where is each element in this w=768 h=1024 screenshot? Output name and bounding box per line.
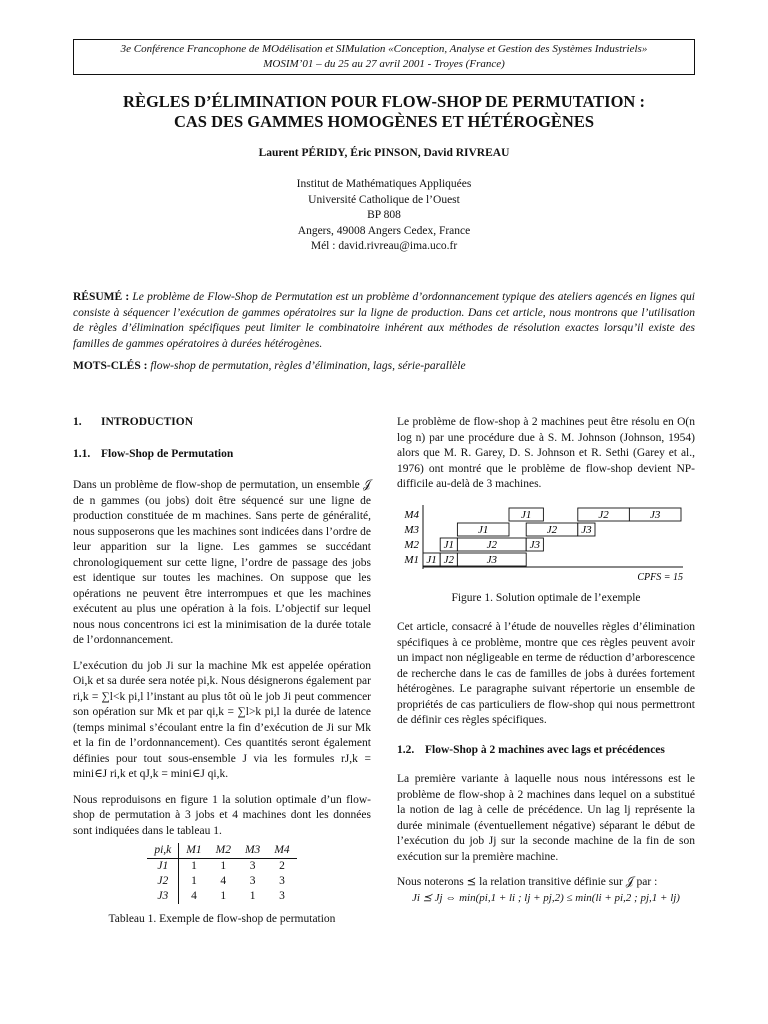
table-column-header: M3 (238, 843, 267, 859)
gantt-machine-label: M3 (404, 523, 419, 536)
keywords-label: MOTS-CLÉS : (73, 360, 148, 372)
section-title: INTRODUCTION (101, 416, 194, 428)
abstract-text: Le problème de Flow-Shop de Permutation est un problème d’ordonnancement typique des ateliers agencés en lignes qui consiste à séquencer l’exécution de gammes opératoires sur la ligne de production. Dans cet article, nous montrons que l’utilisation de règles d’élimination spécifiques peut limiter le combinatoire inhérent aux méthodes de résolution exactes lorsqu’il existe des familles de gammes opératoires à durées hétérogènes. (73, 291, 695, 350)
paragraph: Nous noterons ⪯ la relation transitive définie sur 𝒥 par : (397, 876, 658, 888)
table-header-row (147, 843, 296, 859)
subsection-title: Flow-Shop de Permutation (101, 447, 234, 460)
gantt-bar-label: J2 (486, 538, 497, 551)
table-cell: 3 (249, 875, 256, 887)
gantt-bar-label: J3 (529, 538, 540, 551)
gantt-bar-label: J3 (581, 523, 592, 536)
affiliation-line: Angers, 49008 Angers Cedex, France (297, 224, 471, 237)
table-cell: 3 (249, 860, 256, 872)
table-caption: Tableau 1. Exemple de flow-shop de permutation (108, 913, 336, 925)
title-line2: CAS DES GAMMES HOMOGÈNES ET HÉTÉROGÈNES (173, 112, 595, 131)
subsection-heading (73, 447, 371, 463)
keywords-text: flow-shop de permutation, règles d’élimination, lags, série-parallèle (150, 360, 466, 372)
table-row (147, 859, 296, 875)
table-cell: 3 (279, 875, 285, 887)
paragraph: L’exécution du job Ji sur la machine Mk est appelée opération Oi,k et sa durée sera notée pi,k. Nous désignerons également par ri,k = ∑l<k pi,l l’instant au plus tôt où le job Ji peut commencer son opération sur Mk et par qi,k = ∑l>k pi,l la durée de latence (temps minimal s’écoulant entre la fin d’exécution de Ji sur Mk et la fin de l’ordonnancement). Ces quantités seront également définies pour tout sous-ensemble J via les formules rJ,k = mini∈J ri,k et qJ,k = mini∈J qi,k. (73, 659, 371, 780)
subsection-title: Flow-Shop à 2 machines avec lags et précédences (425, 743, 665, 756)
table-cell: 1 (249, 890, 256, 902)
keywords (73, 360, 695, 372)
affiliation (60, 177, 708, 255)
gantt-chart (397, 501, 695, 585)
paragraph: Le problème de flow-shop à 2 machines peut être résolu en O(n log n) par une procédure due à S. M. Johnson (Johnson, 1954) alors que M. R. Garey, D. S. Johnson et R. Sethi (Garey et al., 1976) ont montré que le problème de flow-shop devient NP-difficile au-delà de 3 machines. (397, 416, 695, 490)
left-column (73, 415, 371, 928)
affiliation-line: Institut de Mathématiques Appliquées (296, 178, 472, 190)
subsection-number: 1.1. (73, 447, 91, 460)
gantt-machine-label: M1 (404, 553, 419, 566)
section-number: 1. (73, 416, 82, 428)
abstract (73, 290, 695, 352)
table-cell: 1 (220, 860, 227, 872)
table-corner: pi,k (147, 843, 178, 859)
table-cell: 3 (279, 890, 285, 902)
table-cell: 1 (191, 875, 197, 887)
gantt-makespan-label: CPFS = 15 (637, 571, 683, 583)
section-heading (73, 415, 371, 431)
table-row-header: J3 (147, 889, 178, 904)
subsection-number: 1.2. (397, 743, 415, 756)
table-row-header: J1 (147, 859, 178, 875)
figure-caption: Figure 1. Solution optimale de l’exemple (451, 591, 641, 604)
right-column (397, 415, 695, 906)
affiliation-email: Mél : david.rivreau@ima.uco.fr (310, 240, 458, 252)
gantt-machine-label: M2 (404, 538, 419, 551)
table-row (147, 874, 296, 889)
gantt-bar-label: J3 (486, 553, 497, 566)
table-cell: 4 (191, 890, 197, 902)
table-cell: 2 (279, 860, 285, 872)
gantt-bar-label: J1 (443, 538, 454, 551)
table-cell: 1 (220, 890, 227, 902)
gantt-bar-label: J1 (426, 553, 437, 566)
paragraph: Nous reproduisons en figure 1 la solution optimale d’un flow-shop de permutation à 3 jobs et 4 machines dont les données sont indiquées dans le tableau 1. (73, 793, 371, 837)
paragraph: Cet article, consacré à l’étude de nouvelles règles d’élimination spécifiques à ce problème, montre que ces règles peuvent avoir un impact non négligeable en terme de réduction d’arborescence de recherche dans le cas de familles de jobs à durées fortement hétérogènes. Le paragraphe suivant répertorie un ensemble de propriétés de cas particuliers de flow-shop qui nous permettront de définir ces règles spécifiques. (397, 621, 695, 726)
title-line1: RÈGLES D’ÉLIMINATION POUR FLOW-SHOP DE PERMUTATION : (123, 92, 645, 111)
subsection-heading (397, 743, 695, 759)
conference-header (73, 39, 695, 75)
gantt-bar-label: J3 (650, 508, 661, 521)
gantt-bar-label: J1 (521, 508, 532, 521)
paper-title (60, 92, 708, 132)
table-row (147, 889, 296, 904)
table-column-header: M2 (209, 843, 238, 859)
paragraph: La première variante à laquelle nous nous intéressons est le problème de flow-shop à 2 machines dans lequel on a substitué la notion de lag à celle de précédence. Un lag lj représente la durée minimale (éventuellement négative) séparant le début de l’exécution du job Jj sur la seconde machine de la fin de son exécution sur la première machine. (397, 773, 695, 863)
authors: Laurent PÉRIDY, Éric PINSON, David RIVREAU (258, 147, 510, 159)
data-table (147, 843, 296, 904)
gantt-bar-label: J2 (598, 508, 609, 521)
table-column-header: M4 (267, 843, 296, 859)
gantt-bar-label: J1 (478, 523, 489, 536)
table-cell: 1 (191, 860, 197, 872)
table-column-header: M1 (179, 843, 209, 859)
gantt-bar-label: J2 (546, 523, 558, 536)
abstract-label: RÉSUMÉ : (73, 291, 130, 303)
gantt-bar-label: J2 (443, 553, 454, 566)
paragraph: Dans un problème de flow-shop de permutation, un ensemble 𝒥 de n gammes (ou jobs) doit être séquencé sur une ligne de production constituée de m machines. Sans perte de généralité, nous supposerons que les machines sont indicées dans l’ordre de leur apparition sur la ligne. Les gammes se succédant chronologiquement sur cette ligne, l’ordre de passage des jobs est identique sur toutes les machines. On suppose que les opérations ne peuvent être interrompues et que les machines exécutent au plus une opération à la fois. L’objectif sur lequel nous nous concentrons ici est la minimisation de la durée totale de l’ordonnancement. (73, 479, 371, 646)
affiliation-line: BP 808 (367, 209, 401, 221)
gantt-machine-label: M4 (404, 508, 419, 521)
affiliation-line: Université Catholique de l’Ouest (308, 193, 460, 206)
conference-header-line1: 3e Conférence Francophone de MOdélisation et SIMulation «Conception, Analyse et Gestion des Systèmes Industriels» (120, 43, 648, 55)
conference-header-line2: MOSIM’01 – du 25 au 27 avril 2001 - Troyes (France) (263, 58, 505, 70)
table-cell: 4 (220, 875, 227, 887)
table-row-header: J2 (147, 874, 178, 889)
formula: Ji ⪯ Jj ⇔ min(pi,1 + li ; lj + pj,2) ≤ min(li + pi,2 ; pj,1 + lj) (412, 891, 680, 904)
